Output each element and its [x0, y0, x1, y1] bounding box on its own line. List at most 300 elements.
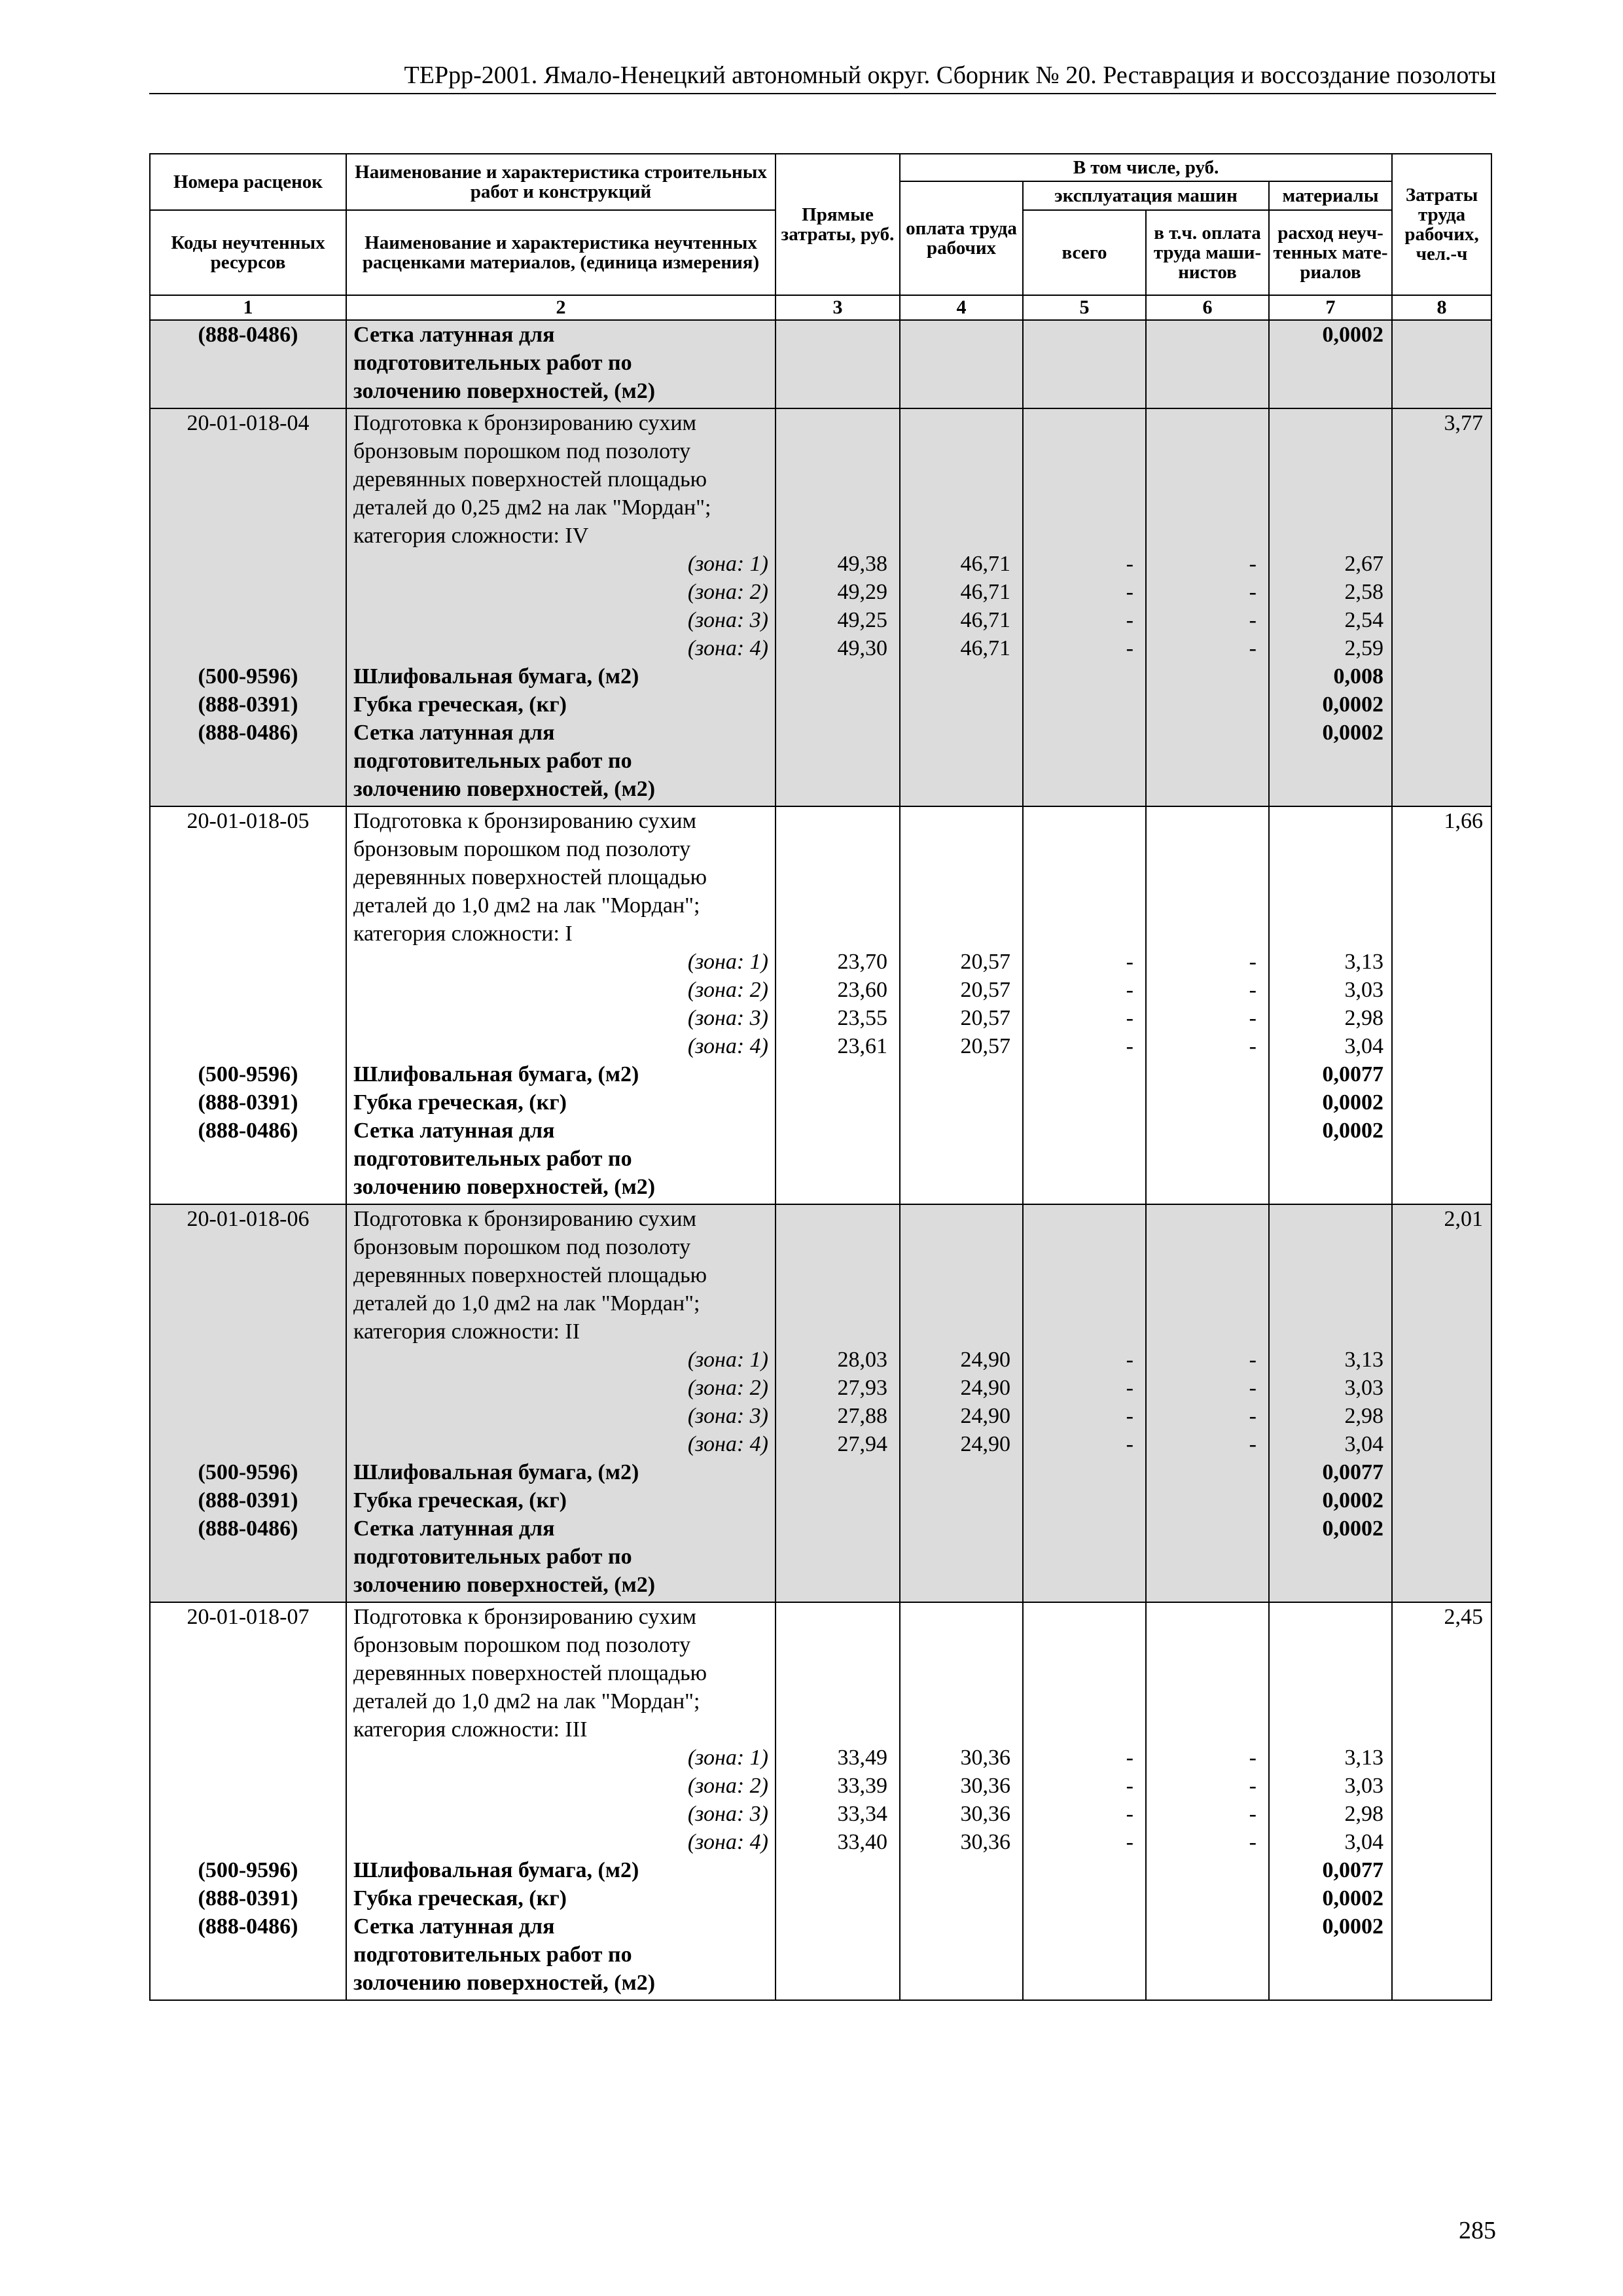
cell-line: -: [1249, 1774, 1257, 1798]
cell-line: [151, 747, 346, 775]
cell-line: -: [1249, 1432, 1257, 1456]
cell-line: 23,70: [837, 950, 887, 974]
cell-line: [1270, 1261, 1391, 1289]
cell-line: -: [1249, 950, 1257, 974]
cell-line: [1147, 409, 1268, 437]
cell-line: -: [1249, 1034, 1257, 1058]
cell-line: [901, 891, 1022, 920]
cell-line: 28,03: [837, 1348, 887, 1372]
cell-line: -: [1126, 1034, 1133, 1058]
cell-line: -: [1126, 552, 1133, 576]
cell-line: [901, 1659, 1022, 1687]
cell-line: (зона: 3): [687, 1802, 768, 1826]
table-body: [150, 320, 1491, 2000]
cell-line: [151, 863, 346, 891]
labor-hours-cell: [1392, 1204, 1491, 1602]
cell-line: [151, 891, 346, 920]
direct-cost-cell: [776, 408, 900, 806]
cell-line: -: [1249, 1746, 1257, 1770]
cell-line: [151, 948, 346, 976]
cell-line: 20,57: [960, 978, 1010, 1002]
cell-line: Сетка латунная для: [353, 1914, 555, 1939]
machinist-pay-cell: [1146, 320, 1269, 408]
cell-line: 2,45: [1444, 1605, 1484, 1629]
cell-line: [901, 493, 1022, 522]
cell-line: золочению поверхностей, (м2): [353, 1971, 656, 1995]
cell-line: [1147, 1318, 1268, 1346]
cell-line: деревянных поверхностей площадью: [353, 1661, 707, 1685]
cell-line: 24,90: [960, 1376, 1010, 1400]
cell-line: 2,59: [1344, 636, 1384, 660]
cell-line: -: [1126, 636, 1133, 660]
cell-line: (888-0391): [198, 1886, 298, 1910]
cell-line: [901, 863, 1022, 891]
cell-line: [151, 578, 346, 606]
cell-line: золочению поверхностей, (м2): [353, 777, 656, 801]
cell-line: [151, 1828, 346, 1856]
cell-line: [1024, 1631, 1145, 1659]
cell-line: [1270, 1289, 1391, 1318]
cell-line: [151, 634, 346, 662]
cell-line: 24,90: [960, 1348, 1010, 1372]
cell-line: [151, 1145, 346, 1173]
header-col2-top: Наименование и характеристика строительных работ и конструкций: [346, 154, 776, 210]
code-cell: [150, 806, 346, 1204]
table-row: [150, 1602, 1491, 2000]
cell-line: [1270, 1603, 1391, 1631]
cell-line: 49,25: [837, 608, 887, 632]
cell-line: 46,71: [960, 636, 1010, 660]
cell-line: (888-0391): [198, 1090, 298, 1115]
cell-line: [1024, 465, 1145, 493]
cell-line: -: [1126, 1830, 1133, 1854]
cell-line: (зона: 2): [687, 580, 768, 604]
cell-line: подготовительных работ по: [353, 351, 632, 375]
cell-line: Шлифовальная бумага, (м2): [353, 1062, 639, 1086]
cell-line: 0,0002: [1322, 1119, 1384, 1143]
cell-line: 0,0077: [1322, 1460, 1384, 1484]
cell-line: 0,0002: [1322, 721, 1384, 745]
cell-line: [776, 437, 899, 465]
cell-line: [151, 1374, 346, 1402]
cell-line: 3,03: [1344, 978, 1384, 1002]
cell-line: [1147, 1715, 1268, 1744]
cell-line: [1024, 493, 1145, 522]
cell-line: [1147, 493, 1268, 522]
cell-line: [1270, 1687, 1391, 1715]
labor-hours-cell: [1392, 806, 1491, 1204]
materials-cell: [1269, 408, 1392, 806]
cell-line: 20-01-018-04: [187, 411, 310, 435]
cell-line: подготовительных работ по: [353, 1147, 632, 1171]
cell-line: Губка греческая, (кг): [353, 1488, 567, 1513]
cell-line: (зона: 2): [687, 978, 768, 1002]
cell-line: 33,40: [837, 1830, 887, 1854]
cell-line: Губка греческая, (кг): [353, 692, 567, 717]
cell-line: 3,77: [1444, 411, 1484, 435]
cell-line: [151, 493, 346, 522]
cell-line: -: [1249, 608, 1257, 632]
cell-line: [151, 522, 346, 550]
cell-line: 3,13: [1344, 1746, 1384, 1770]
cell-line: -: [1249, 1404, 1257, 1428]
column-number: 3: [776, 295, 900, 320]
cell-line: 3,04: [1344, 1432, 1384, 1456]
cell-line: деревянных поверхностей площадью: [353, 1263, 707, 1287]
cell-line: [776, 920, 899, 948]
direct-cost-cell: [776, 1204, 900, 1602]
cell-line: 46,71: [960, 580, 1010, 604]
cell-line: золочению поверхностей, (м2): [353, 1175, 656, 1199]
labor-pay-cell: [900, 320, 1023, 408]
cell-line: [901, 807, 1022, 835]
labor-hours-cell: [1392, 408, 1491, 806]
cell-line: [151, 1346, 346, 1374]
cell-line: -: [1126, 950, 1133, 974]
direct-cost-cell: [776, 1602, 900, 2000]
cell-line: [776, 1659, 899, 1687]
cell-line: [151, 465, 346, 493]
cell-line: [776, 863, 899, 891]
cell-line: [1024, 1603, 1145, 1631]
cell-line: [1147, 1261, 1268, 1289]
cell-line: [151, 835, 346, 863]
cell-line: деревянных поверхностей площадью: [353, 467, 707, 492]
cell-line: -: [1126, 1774, 1133, 1798]
cell-line: -: [1126, 978, 1133, 1002]
cell-line: [776, 1261, 899, 1289]
header-incl: В том числе, руб.: [900, 154, 1392, 181]
cell-line: [1147, 437, 1268, 465]
cell-line: 20-01-018-06: [187, 1207, 310, 1231]
cell-line: 30,36: [960, 1830, 1010, 1854]
page-number: 285: [1459, 2217, 1496, 2244]
cell-line: бронзовым порошком под позолоту: [353, 1235, 691, 1259]
column-number: 4: [900, 295, 1023, 320]
cell-line: [1147, 1659, 1268, 1687]
cell-line: 3,03: [1344, 1774, 1384, 1798]
cell-line: -: [1249, 1376, 1257, 1400]
cell-line: [1024, 1318, 1145, 1346]
cell-line: [1270, 437, 1391, 465]
cell-line: 46,71: [960, 608, 1010, 632]
cell-line: 20-01-018-05: [187, 809, 310, 833]
direct-cost-cell: [776, 806, 900, 1204]
cell-line: 3,04: [1344, 1034, 1384, 1058]
cell-line: -: [1249, 1802, 1257, 1826]
table-row: [150, 1204, 1491, 1602]
cell-line: (зона: 1): [687, 1348, 768, 1372]
cell-line: [151, 1289, 346, 1318]
cell-line: [151, 1941, 346, 1969]
cell-line: [151, 349, 346, 377]
cell-line: [151, 1430, 346, 1458]
cell-line: (888-0486): [198, 323, 298, 347]
cell-line: [901, 437, 1022, 465]
machinist-pay-cell: [1146, 1204, 1269, 1602]
cell-line: категория сложности: I: [353, 922, 573, 946]
cell-line: [1147, 1233, 1268, 1261]
cell-line: [1270, 863, 1391, 891]
column-numbers-row: [150, 295, 1491, 320]
cell-line: (зона: 1): [687, 552, 768, 576]
cell-line: бронзовым порошком под позолоту: [353, 1633, 691, 1657]
header-col5: всего: [1023, 210, 1146, 295]
cell-line: 0,0002: [1322, 1090, 1384, 1115]
cell-line: подготовительных работ по: [353, 1545, 632, 1569]
cell-line: -: [1249, 978, 1257, 1002]
cell-line: 49,29: [837, 580, 887, 604]
direct-cost-cell: [776, 320, 900, 408]
cell-line: 20,57: [960, 1034, 1010, 1058]
cell-line: [1270, 1659, 1391, 1687]
cell-line: -: [1126, 1348, 1133, 1372]
cell-line: 20,57: [960, 950, 1010, 974]
cell-line: 33,39: [837, 1774, 887, 1798]
cell-line: [151, 1233, 346, 1261]
header-col1-top: Номера расценок: [150, 154, 346, 210]
cell-line: 23,61: [837, 1034, 887, 1058]
cell-line: [901, 1715, 1022, 1744]
cell-line: (зона: 3): [687, 1404, 768, 1428]
cell-line: [151, 1173, 346, 1201]
cell-line: [776, 465, 899, 493]
cell-line: [901, 835, 1022, 863]
cell-line: 2,98: [1344, 1802, 1384, 1826]
cell-line: [901, 465, 1022, 493]
cell-line: [1024, 1289, 1145, 1318]
cell-line: -: [1126, 608, 1133, 632]
cell-line: [776, 1233, 899, 1261]
cell-line: 33,49: [837, 1746, 887, 1770]
cell-line: [1147, 920, 1268, 948]
description-cell: [346, 408, 776, 806]
cell-line: [776, 1631, 899, 1659]
price-table: [149, 153, 1492, 2001]
cell-line: категория сложности: III: [353, 1717, 588, 1742]
header-col1-bottom: Коды неучтенных ресурсов: [150, 210, 346, 295]
cell-line: 30,36: [960, 1802, 1010, 1826]
cell-line: (888-0391): [198, 692, 298, 717]
cell-line: (888-0486): [198, 1119, 298, 1143]
cell-line: 2,58: [1344, 580, 1384, 604]
cell-line: [1270, 465, 1391, 493]
page-header: ТЕРрр-2001. Ямало-Ненецкий автономный округ. Сборник № 20. Реставрация и воссоздание позолоты: [149, 60, 1496, 94]
cell-line: 3,13: [1344, 1348, 1384, 1372]
cell-line: [1024, 1659, 1145, 1687]
code-cell: [150, 1204, 346, 1602]
cell-line: [151, 976, 346, 1004]
cell-line: [776, 1715, 899, 1744]
cell-line: деталей до 0,25 дм2 на лак "Мордан";: [353, 495, 711, 520]
cell-line: [1024, 891, 1145, 920]
cell-line: [1270, 409, 1391, 437]
cell-line: [1147, 835, 1268, 863]
cell-line: [901, 1205, 1022, 1233]
cell-line: 0,0002: [1322, 1516, 1384, 1541]
cell-line: [1270, 1205, 1391, 1233]
cell-line: Сетка латунная для: [353, 1516, 555, 1541]
materials-cell: [1269, 1204, 1392, 1602]
cell-line: [1147, 1603, 1268, 1631]
cell-line: подготовительных работ по: [353, 1943, 632, 1967]
cell-line: [1024, 1205, 1145, 1233]
code-cell: [150, 408, 346, 806]
cell-line: [776, 1603, 899, 1631]
cell-line: -: [1249, 636, 1257, 660]
cell-line: [901, 1687, 1022, 1715]
cell-line: 0,0077: [1322, 1062, 1384, 1086]
cell-line: 3,13: [1344, 950, 1384, 974]
cell-line: [151, 1261, 346, 1289]
cell-line: -: [1126, 1746, 1133, 1770]
column-number: 1: [150, 295, 346, 320]
cell-line: (500-9596): [198, 664, 298, 689]
cell-line: [776, 409, 899, 437]
cell-line: [1024, 1261, 1145, 1289]
labor-hours-cell: [1392, 1602, 1491, 2000]
cell-line: Сетка латунная для: [353, 323, 555, 347]
cell-line: 0,0002: [1322, 323, 1384, 347]
cell-line: [776, 1687, 899, 1715]
cell-line: [151, 1687, 346, 1715]
cell-line: [776, 1318, 899, 1346]
cell-line: (500-9596): [198, 1460, 298, 1484]
cell-line: бронзовым порошком под позолоту: [353, 837, 691, 861]
cell-line: [151, 1402, 346, 1430]
cell-line: [151, 775, 346, 803]
labor-pay-cell: [900, 1602, 1023, 2000]
cell-line: [1024, 1687, 1145, 1715]
cell-line: деревянных поверхностей площадью: [353, 865, 707, 889]
cell-line: [776, 891, 899, 920]
cell-line: [1147, 465, 1268, 493]
code-cell: [150, 1602, 346, 2000]
cell-line: [1024, 1715, 1145, 1744]
cell-line: Подготовка к бронзированию сухим: [353, 411, 697, 435]
cell-line: [1147, 1687, 1268, 1715]
cell-line: Губка греческая, (кг): [353, 1090, 567, 1115]
cell-line: (зона: 4): [687, 636, 768, 660]
cell-line: [901, 1603, 1022, 1631]
description-cell: [346, 1602, 776, 2000]
header-col8: Затраты труда рабочих, чел.-ч: [1392, 154, 1491, 295]
cell-line: подготовительных работ по: [353, 749, 632, 773]
cell-line: (зона: 4): [687, 1432, 768, 1456]
cell-line: [151, 1631, 346, 1659]
cell-line: (888-0486): [198, 1914, 298, 1939]
cell-line: [1024, 835, 1145, 863]
cell-line: 2,54: [1344, 608, 1384, 632]
cell-line: [151, 1004, 346, 1032]
cell-line: 20-01-018-07: [187, 1605, 310, 1629]
cell-line: -: [1249, 552, 1257, 576]
labor-pay-cell: [900, 408, 1023, 806]
description-cell: [346, 1204, 776, 1602]
cell-line: [1147, 891, 1268, 920]
cell-line: [151, 1969, 346, 1997]
cell-line: [1024, 409, 1145, 437]
column-number: 7: [1269, 295, 1392, 320]
cell-line: [151, 1318, 346, 1346]
machines-total-cell: [1023, 320, 1146, 408]
description-cell: [346, 806, 776, 1204]
cell-line: (888-0391): [198, 1488, 298, 1513]
cell-line: 27,88: [837, 1404, 887, 1428]
cell-line: [151, 606, 346, 634]
cell-line: 30,36: [960, 1746, 1010, 1770]
cell-line: [901, 522, 1022, 550]
cell-line: (зона: 3): [687, 608, 768, 632]
table-header: [150, 154, 1491, 320]
cell-line: [1024, 863, 1145, 891]
cell-line: Шлифовальная бумага, (м2): [353, 664, 639, 689]
cell-line: (зона: 3): [687, 1006, 768, 1030]
cell-line: [1270, 1715, 1391, 1744]
cell-line: 0,0077: [1322, 1858, 1384, 1882]
column-number: 8: [1392, 295, 1491, 320]
description-cell: [346, 320, 776, 408]
cell-line: [151, 1772, 346, 1800]
cell-line: 1,66: [1444, 809, 1484, 833]
cell-line: 23,55: [837, 1006, 887, 1030]
machines-total-cell: [1023, 1204, 1146, 1602]
cell-line: золочению поверхностей, (м2): [353, 379, 656, 403]
cell-line: [901, 1233, 1022, 1261]
column-number: 2: [346, 295, 776, 320]
cell-line: (888-0486): [198, 1516, 298, 1541]
cell-line: 0,0002: [1322, 692, 1384, 717]
machinist-pay-cell: [1146, 408, 1269, 806]
header-mach: эксплуатация машин: [1023, 181, 1269, 210]
cell-line: деталей до 1,0 дм2 на лак "Мордан";: [353, 1689, 700, 1713]
cell-line: [776, 1205, 899, 1233]
cell-line: 20,57: [960, 1006, 1010, 1030]
cell-line: 0,0002: [1322, 1886, 1384, 1910]
cell-line: 3,03: [1344, 1376, 1384, 1400]
column-number: 5: [1023, 295, 1146, 320]
cell-line: [1270, 835, 1391, 863]
cell-line: (500-9596): [198, 1858, 298, 1882]
cell-line: [1270, 1631, 1391, 1659]
cell-line: 30,36: [960, 1774, 1010, 1798]
cell-line: 27,94: [837, 1432, 887, 1456]
cell-line: [776, 807, 899, 835]
table-row: [150, 806, 1491, 1204]
cell-line: 0,0002: [1322, 1914, 1384, 1939]
cell-line: Подготовка к бронзированию сухим: [353, 1207, 697, 1231]
cell-line: (500-9596): [198, 1062, 298, 1086]
cell-line: 33,34: [837, 1802, 887, 1826]
cell-line: 2,01: [1444, 1207, 1484, 1231]
cell-line: (зона: 2): [687, 1376, 768, 1400]
cell-line: -: [1249, 1006, 1257, 1030]
cell-line: [901, 1289, 1022, 1318]
cell-line: [151, 437, 346, 465]
machines-total-cell: [1023, 408, 1146, 806]
table-row: [150, 408, 1491, 806]
header-col3: Прямые затраты, руб.: [776, 154, 900, 295]
header-col7: расход неуч-тенных мате-риалов: [1269, 210, 1392, 295]
cell-line: -: [1126, 1006, 1133, 1030]
cell-line: [151, 550, 346, 578]
cell-line: Шлифовальная бумага, (м2): [353, 1858, 639, 1882]
machines-total-cell: [1023, 1602, 1146, 2000]
cell-line: (зона: 1): [687, 1746, 768, 1770]
cell-line: 2,98: [1344, 1404, 1384, 1428]
header-col4: оплата труда рабочих: [900, 181, 1023, 295]
cell-line: 27,93: [837, 1376, 887, 1400]
